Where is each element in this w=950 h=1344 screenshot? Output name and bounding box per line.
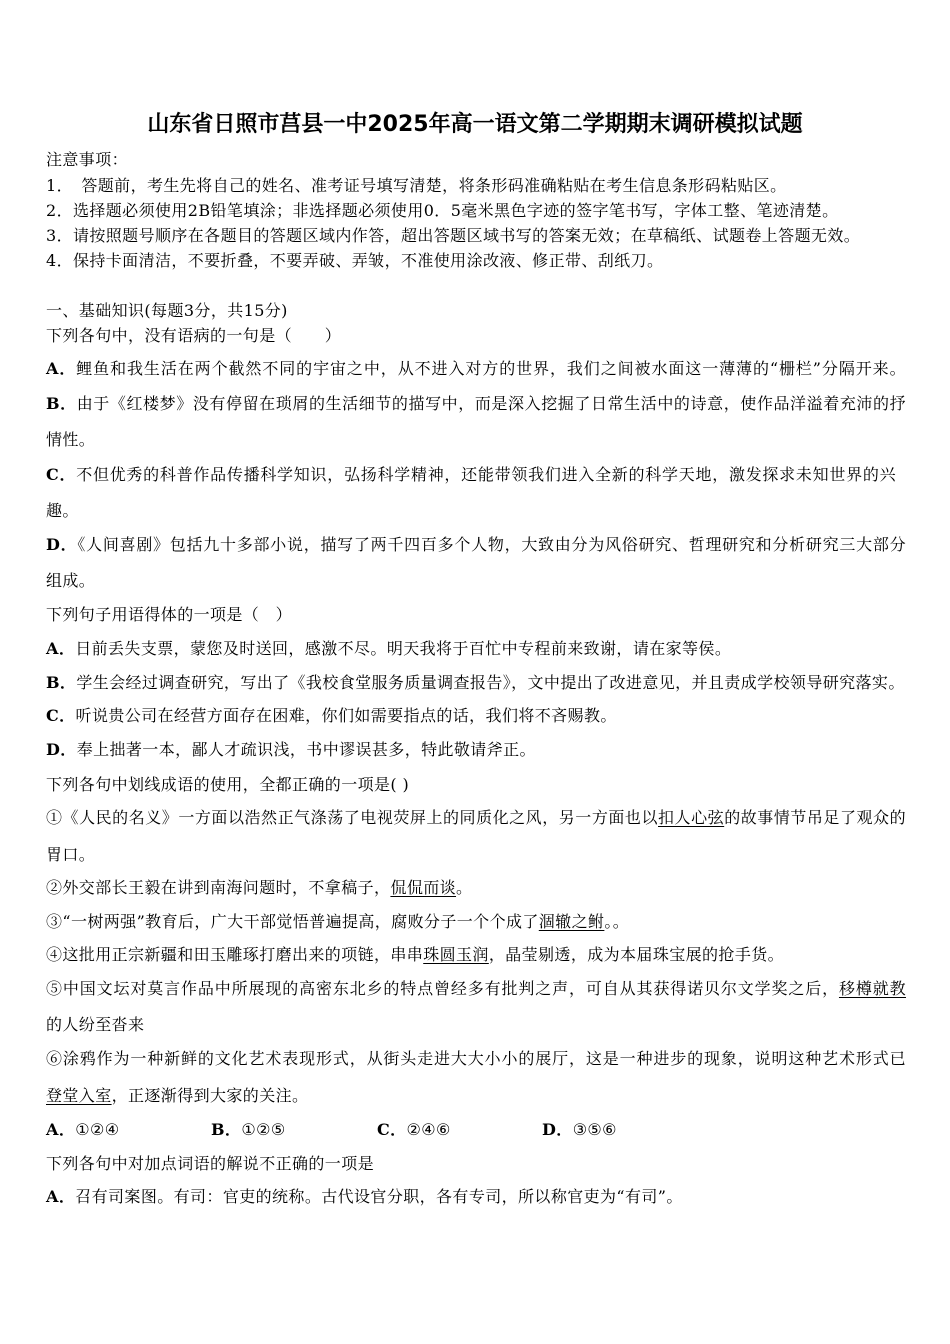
choice-label: C． [377, 1120, 407, 1139]
choice-value: ①②⑤ [241, 1120, 286, 1139]
item-text: 。 [456, 878, 473, 897]
notice-item-1: 1． 答题前，考生先将自己的姓名、准考证号填写清楚，将条形码准确粘贴在考生信息条形码粘贴区。 [46, 176, 787, 195]
choice-label: D． [542, 1120, 573, 1139]
question-3-item-6-continued [46, 1085, 308, 1107]
choice-value: ①②④ [75, 1120, 120, 1139]
option-text: 奉上拙著一本，鄙人才疏识浅，书中谬误甚多，特此敬请斧正。 [76, 740, 536, 759]
option-label: D． [46, 740, 77, 759]
question-2-stem: 下列句子用语得体的一项是（ ） [46, 605, 293, 624]
question-3-choice-d [542, 1119, 617, 1141]
question-3-choice-b [211, 1119, 286, 1141]
question-2-option-d [46, 739, 536, 761]
item-text: 涂鸦作为一种新鲜的文化艺术表现形式，从街头走进大大小小的展厅，这是一种进步的现象，说明这种艺术形式已 [62, 1049, 906, 1068]
question-1-stem: 下列各句中，没有语病的一句是（ ） [46, 326, 342, 345]
notice-item-4: 4．保持卡面清洁，不要折叠，不要弄破、弄皱，不准使用涂改液、修正带、刮纸刀。 [46, 251, 664, 270]
notice-item-2: 2．选择题必须使用2B铅笔填涂；非选择题必须使用0．5毫米黑色字迹的签字笔书写，字体工整、笔迹清楚。 [46, 201, 839, 220]
item-mark: ⑤ [46, 979, 63, 998]
exam-title: 山东省日照市莒县一中2025年高一语文第二学期期末调研模拟试题 [147, 112, 803, 137]
item-text: ，正逐渐得到大家的关注。 [111, 1086, 309, 1105]
option-text: 日前丢失支票，蒙您及时送回，感激不尽。明天我将于百忙中专程前来致谢，请在家等侯。 [75, 639, 732, 658]
option-label: A． [46, 359, 77, 378]
question-1-option-c [46, 464, 896, 486]
question-3-item-5-continued: 的人纷至沓来 [46, 1015, 145, 1034]
underlined-idiom: 登堂入室 [46, 1086, 112, 1105]
choice-label: B． [211, 1120, 242, 1139]
option-text: 召有司案图。有司：官吏的统称。古代设官分职，各有专司，所以称官吏为“有司”。 [75, 1187, 683, 1206]
question-3-item-4 [46, 944, 784, 966]
item-mark: ④ [46, 945, 63, 964]
option-label: C． [46, 465, 77, 484]
option-label: A． [46, 1187, 76, 1206]
underlined-idiom: 涸辙之鲋 [538, 912, 605, 931]
question-3-choice-c [377, 1119, 451, 1141]
question-4-stem: 下列各句中对加点词语的解说不正确的一项是 [46, 1154, 375, 1173]
option-label: D． [46, 535, 78, 554]
item-mark: ⑥ [46, 1049, 63, 1068]
question-1-option-c-continued: 趣。 [46, 501, 79, 520]
item-mark: ② [46, 878, 63, 897]
option-text: 由于《红楼梦》没有停留在琐屑的生活细节的描写中，而是深入挖掘了日常生活中的诗意，使作品洋溢着充沛的抒 [76, 394, 906, 413]
underlined-idiom: 移樽就教 [838, 979, 906, 998]
question-1-option-a [46, 358, 906, 380]
item-mark: ③ [46, 912, 63, 931]
item-text: 中国文坛对莫言作品中所展现的高密东北乡的特点曾经多有批判之声，可自从其获得诺贝尔文学奖之后， [62, 979, 839, 998]
question-3-stem: 下列各句中划线成语的使用，全都正确的一项是( ) [46, 775, 410, 794]
question-2-option-a [46, 638, 731, 660]
question-1-option-b [46, 393, 906, 415]
question-3-item-1 [46, 807, 906, 829]
question-3-choice-a [46, 1119, 119, 1141]
item-text: 《人民的名义》一方面以浩然正气涤荡了电视荧屏上的同质化之风，另一方面也以 [62, 808, 659, 827]
option-text: 听说贵公司在经营方面存在困难，你们如需要指点的话，我们将不吝赐教。 [75, 706, 617, 725]
underlined-idiom: 扣人心弦 [658, 808, 725, 827]
question-1-option-d-continued: 组成。 [46, 571, 96, 590]
choice-value: ②④⑥ [406, 1120, 451, 1139]
question-3-item-5 [46, 978, 906, 1000]
section-heading: 一、基础知识(每题3分，共15分) [46, 301, 288, 320]
option-label: B． [46, 673, 77, 692]
item-mark: ① [46, 808, 63, 827]
question-3-item-6 [46, 1048, 906, 1070]
option-text: 《人间喜剧》包括九十多部小说，描写了两千四百多个人物，大致由分为风俗研究、哲理研究和分析研究三大部分 [77, 535, 906, 554]
underlined-idiom: 侃侃而谈 [390, 878, 457, 897]
question-1-option-d [46, 534, 906, 556]
item-text: ，晶莹剔透，成为本届珠宝展的抢手货。 [488, 945, 785, 964]
question-1-option-b-continued: 情性。 [46, 430, 96, 449]
option-label: C． [46, 706, 76, 725]
choice-label: A． [46, 1120, 76, 1139]
underlined-idiom: 珠圆玉润 [423, 945, 489, 964]
question-3-item-2 [46, 877, 472, 899]
notice-heading: 注意事项： [46, 150, 129, 169]
option-text: 不但优秀的科普作品传播科学知识，弘扬科学精神，还能带领我们进入全新的科学天地，激发探求未知世界的兴 [76, 465, 896, 484]
option-text: 学生会经过调查研究，写出了《我校食堂服务质量调查报告》，文中提出了改进意见，并且责成学校领导研究落实。 [76, 673, 905, 692]
option-text: 鲤鱼和我生活在两个截然不同的宇宙之中，从不进入对方的世界，我们之间被水面这一薄薄的“栅栏”分隔开来。 [76, 359, 906, 378]
question-4-option-a [46, 1186, 683, 1208]
question-2-option-b [46, 672, 905, 694]
item-text: 这批用正宗新疆和田玉雕琢打磨出来的项链，串串 [62, 945, 424, 964]
choice-value: ③⑤⑥ [572, 1120, 617, 1139]
notice-item-3: 3．请按照题号顺序在各题目的答题区域内作答，超出答题区域书写的答案无效；在草稿纸、试题卷上答题无效。 [46, 226, 861, 245]
question-2-option-c [46, 705, 617, 727]
question-3-item-1-continued: 胃口。 [46, 845, 96, 864]
item-text: 。。 [604, 912, 630, 931]
option-label: A． [46, 639, 76, 658]
item-text: “一树两强”教育后，广大干部觉悟普遍提高，腐败分子一个个成了 [62, 912, 539, 931]
option-label: B． [46, 394, 77, 413]
item-text: 的故事情节吊足了观众的 [724, 808, 906, 827]
item-text: 外交部长王毅在讲到南海问题时，不拿稿子， [62, 878, 391, 897]
question-3-item-3 [46, 911, 629, 933]
